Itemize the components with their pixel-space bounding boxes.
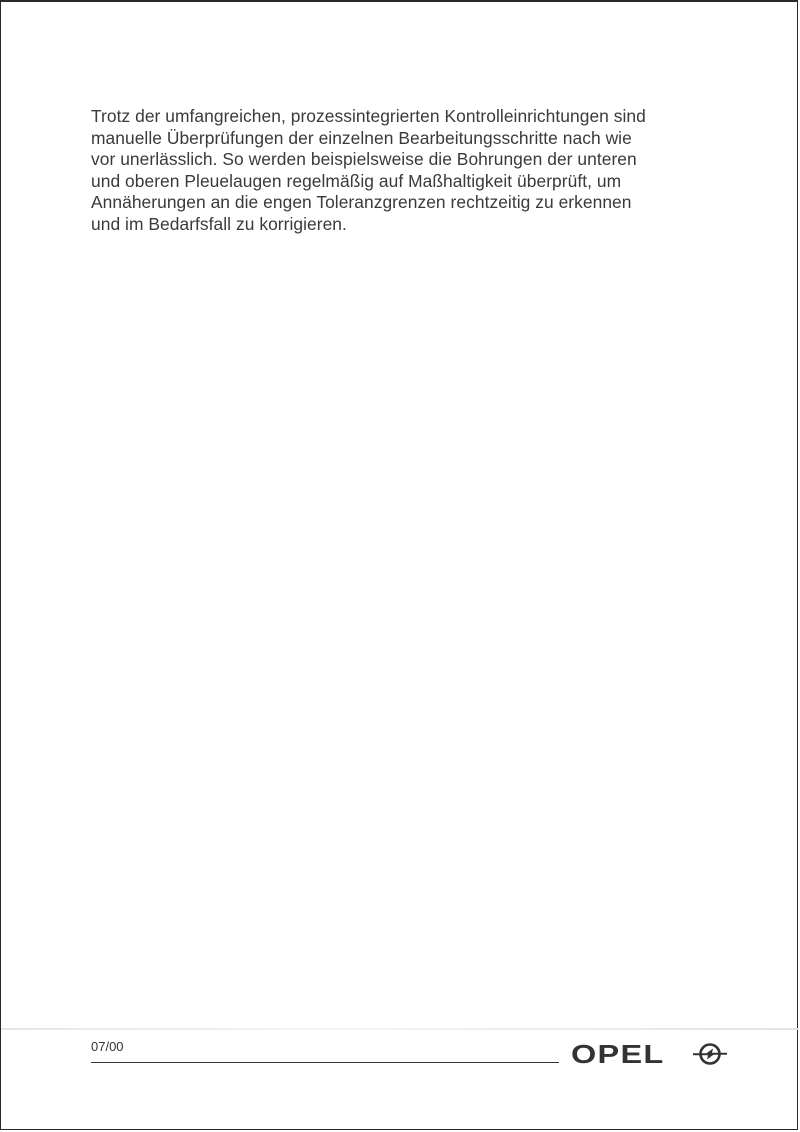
opel-logo — [571, 1039, 665, 1069]
paragraph-line: und oberen Pleuelaugen regelmäßig auf Maßhaltigkeit überprüft, um — [91, 170, 622, 191]
paragraph-line: Trotz der umfangreichen, prozessintegrierten Kontrolleinrichtungen sind — [91, 106, 646, 126]
logo-wordmark: OPEL — [571, 1039, 665, 1069]
body-paragraph — [91, 106, 731, 236]
scan-artifact-band — [1, 1028, 799, 1030]
opel-blitz-emblem-icon — [692, 1042, 728, 1066]
footer-date: 07/00 — [91, 1039, 124, 1054]
footer-rule — [91, 1062, 559, 1063]
paragraph-line: vor unerlässlich. So werden beispielsweise die Bohrungen der unteren — [91, 149, 637, 170]
paragraph-line: und im Bedarfsfall zu korrigieren. — [91, 213, 347, 234]
paragraph-line: manuelle Überprüfungen der einzelnen Bearbeitungsschritte nach wie — [91, 127, 632, 148]
paragraph-line: Annäherungen an die engen Toleranzgrenzen rechtzeitig zu erkennen — [91, 192, 632, 213]
